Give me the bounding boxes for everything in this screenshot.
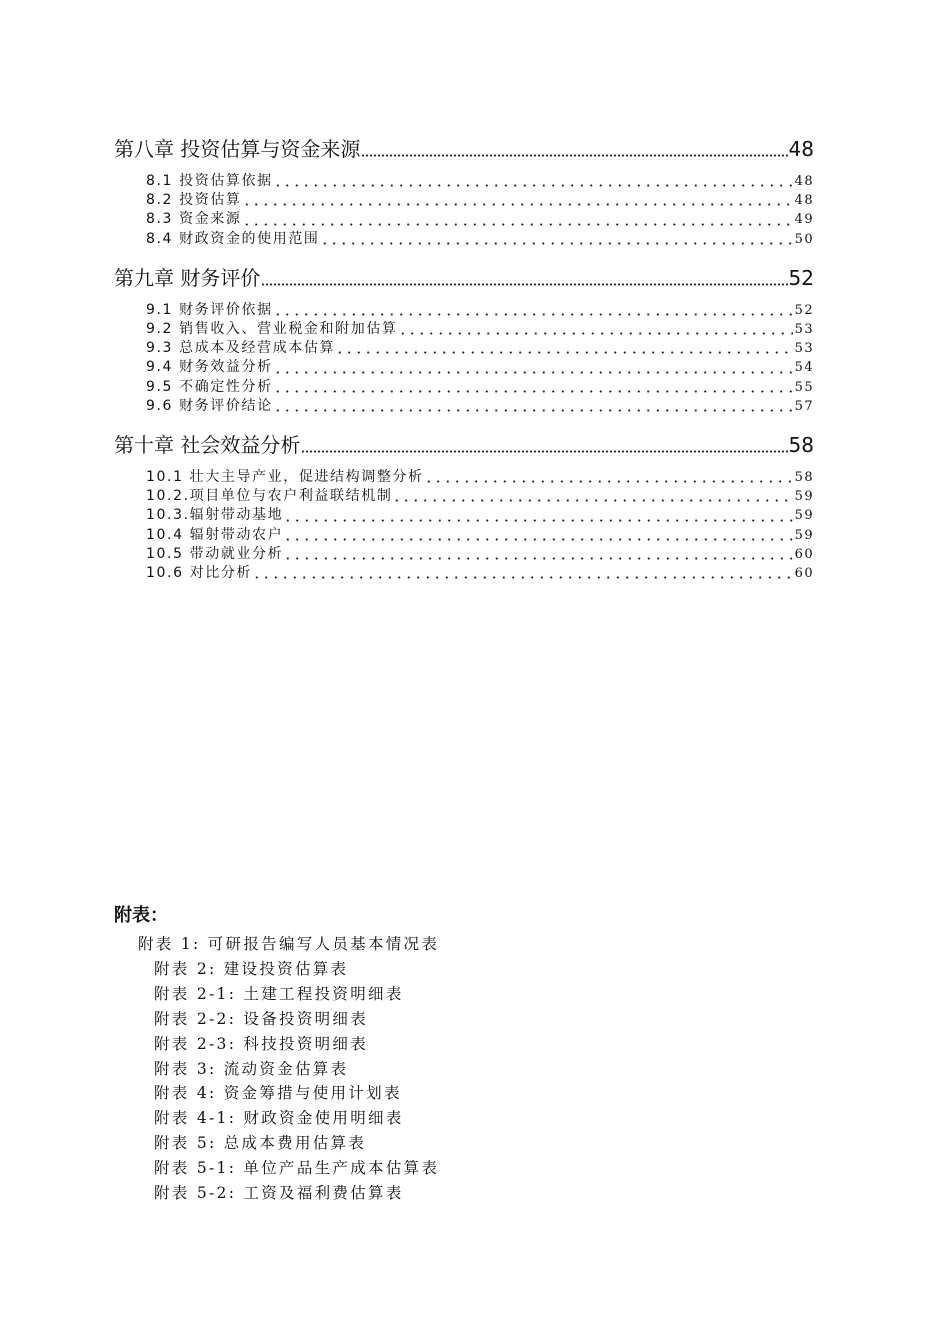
chapter-page-number: 48 <box>788 137 814 161</box>
entry-page-number: 49 <box>794 212 814 228</box>
chapter-title: 第十章 社会效益分析 <box>114 433 301 458</box>
appendix-item: 附表 4-1: 财政资金使用明细表 <box>154 1109 404 1128</box>
entry-page-number: 52 <box>794 302 814 318</box>
appendix-item: 附表 1: 可研报告编写人员基本情况表 <box>138 935 440 953</box>
appendix-item: 附表 3: 流动资金估算表 <box>154 1059 349 1078</box>
entry-page-number: 54 <box>794 360 814 376</box>
appendix-item: 附表 5-1: 单位产品生产成本估算表 <box>154 1159 440 1178</box>
table-of-contents <box>114 132 814 595</box>
entry-title: 9.4 财务效益分析 <box>146 359 273 376</box>
appendix-item: 附表 5: 总成本费用估算表 <box>154 1134 367 1153</box>
entry-title: 10.1 壮大主导产业，促进结构调整分析 <box>146 469 424 486</box>
entry-title: 9.6 财务评价结论 <box>146 397 273 414</box>
dot-leader <box>361 143 787 157</box>
entry-title: 8.3 资金来源 <box>146 211 242 228</box>
toc-entry[interactable] <box>146 320 814 339</box>
toc-entry[interactable] <box>146 487 814 506</box>
dot-leader <box>301 439 787 453</box>
entry-page-number: 50 <box>794 231 814 247</box>
entry-title: 8.2 投资估算 <box>146 192 242 209</box>
dot-leader <box>283 550 792 560</box>
toc-entry[interactable] <box>146 358 814 377</box>
appendix-items <box>114 932 814 1206</box>
dot-leader <box>398 325 793 335</box>
dot-leader <box>273 383 793 393</box>
chapter-page-number: 58 <box>788 433 814 458</box>
appendix-item: 附表 5-2: 工资及福利费估算表 <box>154 1184 404 1203</box>
toc-entry[interactable] <box>146 172 814 191</box>
toc-entry[interactable] <box>146 564 814 583</box>
toc-entry[interactable] <box>146 210 814 229</box>
entry-page-number: 59 <box>794 527 814 543</box>
toc-chapter-8[interactable] <box>114 132 814 166</box>
appendix-item: 附表 4: 资金筹措与使用计划表 <box>154 1084 402 1103</box>
chapter-title: 第九章 财务评价 <box>114 265 261 290</box>
chapter-title: 第八章 投资估算与资金来源 <box>114 137 361 161</box>
appendix-heading: 附表： <box>114 905 168 926</box>
entry-page-number: 48 <box>794 174 814 189</box>
entry-page-number: 55 <box>794 379 814 395</box>
toc-section-group <box>114 468 814 583</box>
appendix-item: 附表 2-1: 土建工程投资明细表 <box>154 984 404 1003</box>
toc-section-group <box>114 301 814 416</box>
entry-page-number: 57 <box>794 398 814 414</box>
entry-page-number: 59 <box>794 489 814 505</box>
entry-page-number: 60 <box>794 566 814 582</box>
appendix-item: 附表 2-3: 科技投资明细表 <box>154 1034 369 1053</box>
entry-title: 8.1 投资估算依据 <box>146 173 273 189</box>
toc-entry[interactable] <box>146 526 814 545</box>
appendix-item: 附表 2: 建设投资估算表 <box>154 959 349 978</box>
entry-title: 10.2.项目单位与农户利益联结机制 <box>146 488 393 505</box>
entry-title: 10.4 辐射带动农户 <box>146 526 284 543</box>
dot-leader <box>392 492 792 502</box>
dot-leader <box>283 531 792 541</box>
dot-leader <box>424 473 793 483</box>
dot-leader <box>273 364 793 374</box>
chapter-page-number: 52 <box>788 265 814 290</box>
dot-leader <box>273 306 793 316</box>
toc-entry[interactable] <box>146 397 814 416</box>
appendix-list <box>114 904 814 1206</box>
toc-chapter-9[interactable] <box>114 261 814 295</box>
toc-entry[interactable] <box>146 468 814 487</box>
entry-page-number: 48 <box>794 193 814 209</box>
dot-leader <box>242 216 793 226</box>
dot-leader <box>242 196 793 206</box>
entry-page-number: 59 <box>794 508 814 524</box>
toc-entry[interactable] <box>146 545 814 564</box>
entry-title: 10.6 对比分析 <box>146 565 253 582</box>
toc-chapter-10[interactable] <box>114 428 814 462</box>
appendix-item: 附表 2-2: 设备投资明细表 <box>154 1009 369 1028</box>
toc-section-group <box>114 172 814 249</box>
toc-entry[interactable] <box>146 301 814 320</box>
dot-leader <box>335 344 793 354</box>
entry-title: 10.3.辐射带动基地 <box>146 507 284 524</box>
toc-entry[interactable] <box>146 230 814 249</box>
toc-entry[interactable] <box>146 191 814 210</box>
toc-entry[interactable] <box>146 378 814 397</box>
entry-page-number: 60 <box>794 546 814 562</box>
toc-entry[interactable] <box>146 339 814 358</box>
dot-leader <box>273 402 793 412</box>
toc-entry[interactable] <box>146 506 814 525</box>
dot-leader <box>283 512 792 522</box>
entry-title: 9.1 财务评价依据 <box>146 301 273 318</box>
entry-title: 9.3 总成本及经营成本估算 <box>146 340 336 357</box>
entry-title: 8.4 财政资金的使用范围 <box>146 230 320 247</box>
entry-page-number: 53 <box>794 341 814 357</box>
entry-title: 10.5 带动就业分析 <box>146 545 284 562</box>
entry-page-number: 58 <box>794 470 814 486</box>
dot-leader <box>261 272 787 286</box>
dot-leader <box>320 235 793 245</box>
entry-title: 9.2 销售收入、营业税金和附加估算 <box>146 321 398 338</box>
entry-page-number: 53 <box>794 322 814 338</box>
dot-leader <box>252 569 793 579</box>
dot-leader <box>273 177 793 187</box>
entry-title: 9.5 不确定性分析 <box>146 378 273 395</box>
